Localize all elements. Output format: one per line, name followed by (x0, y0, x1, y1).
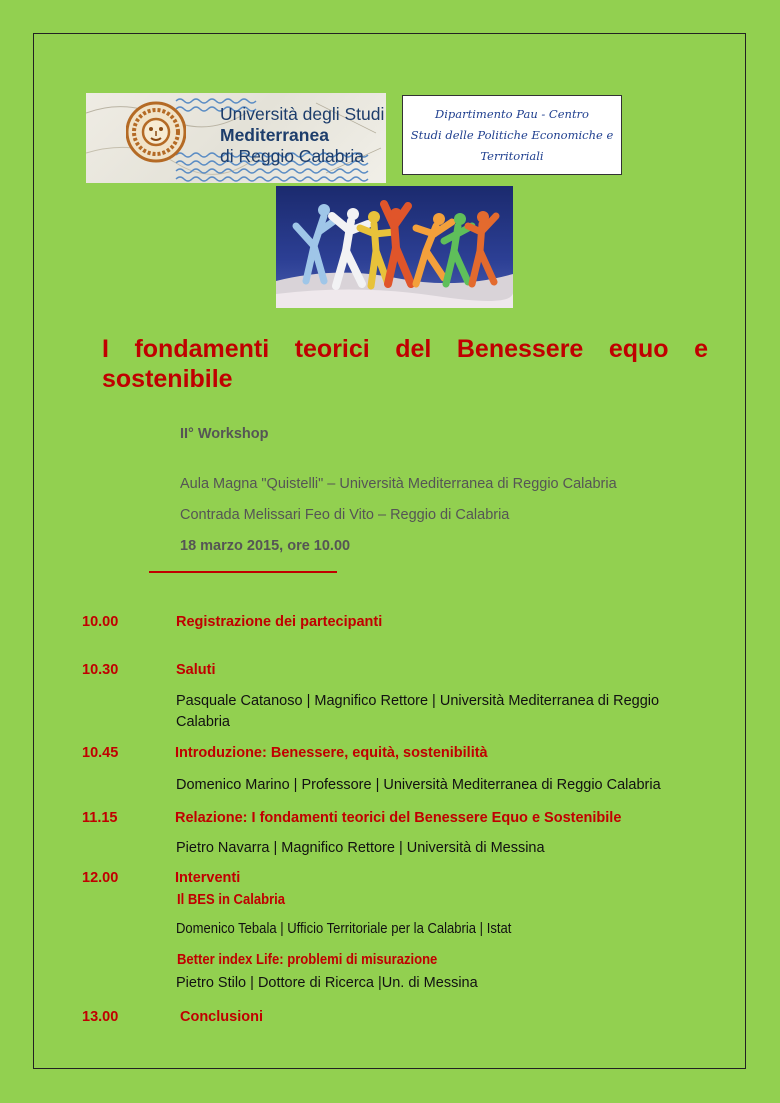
department-name-line1: Dipartimento Pau - Centro (435, 106, 589, 121)
speaker-catanoso-line1: Pasquale Catanoso | Magnifico Rettore | Università Mediterranea di Reggio (176, 693, 660, 709)
department-name-line2: Studi delle Politiche Economiche e (410, 127, 614, 142)
venue-line: Aula Magna "Quistelli" – Università Mediterranea di Reggio Calabria (180, 476, 617, 492)
divider (149, 571, 337, 573)
department-name-line3: Territoriali (480, 148, 544, 163)
university-logo (86, 93, 386, 183)
speaker-catanoso-line2: Calabria (176, 714, 230, 730)
item-registration: Registrazione dei partecipanti (176, 614, 383, 630)
item-report: Relazione: I fondamenti teorici del Benessere Equo e Sostenibile (175, 810, 622, 826)
time-10-30: 10.30 (82, 662, 119, 678)
time-10-00: 10.00 (82, 614, 119, 630)
lion-seal-icon (126, 101, 186, 163)
speaker-catanoso (176, 691, 659, 733)
speaker-stilo: Pietro Stilo | Dottore di Ricerca |Un. di Messina (176, 975, 478, 991)
item-bes-calabria-text: Il BES in Calabria (177, 892, 286, 908)
university-name-line3: di Reggio Calabria (220, 146, 364, 166)
speaker-marino: Domenico Marino | Professore | Università Mediterranea di Reggio Calabria (176, 777, 661, 793)
speaker-tebala-text: Domenico Tebala | Ufficio Territoriale per la Calabria | Istat (176, 921, 512, 937)
item-greetings: Saluti (176, 662, 216, 678)
time-13-00: 13.00 (82, 1009, 119, 1025)
university-name (220, 104, 384, 167)
university-name-line1: Università degli Studi (220, 104, 385, 124)
time-10-45: 10.45 (82, 745, 119, 761)
university-name-line2: Mediterranea (220, 125, 329, 145)
item-better-index-text: Better index Life: problemi di misurazione (177, 952, 438, 968)
item-bes-calabria (177, 892, 297, 908)
item-conclusions: Conclusioni (180, 1009, 263, 1025)
time-12-00: 12.00 (82, 870, 119, 886)
event-title: I fondamenti teorici del Benessere equo e sostenibile (102, 335, 708, 393)
item-better-index (177, 952, 466, 968)
department-logo (402, 95, 622, 175)
item-introduction: Introduzione: Benessere, equità, sostenibilità (175, 745, 488, 761)
address-line: Contrada Melissari Feo di Vito – Reggio di Calabria (180, 507, 510, 523)
time-11-15: 11.15 (82, 810, 118, 826)
dancers-painting (276, 186, 513, 308)
speaker-navarra: Pietro Navarra | Magnifico Rettore | Università di Messina (176, 840, 545, 856)
speaker-tebala (176, 919, 549, 940)
workshop-label: II° Workshop (180, 426, 269, 442)
item-interventions: Interventi (175, 870, 241, 886)
date-line: 18 marzo 2015, ore 10.00 (180, 538, 351, 554)
